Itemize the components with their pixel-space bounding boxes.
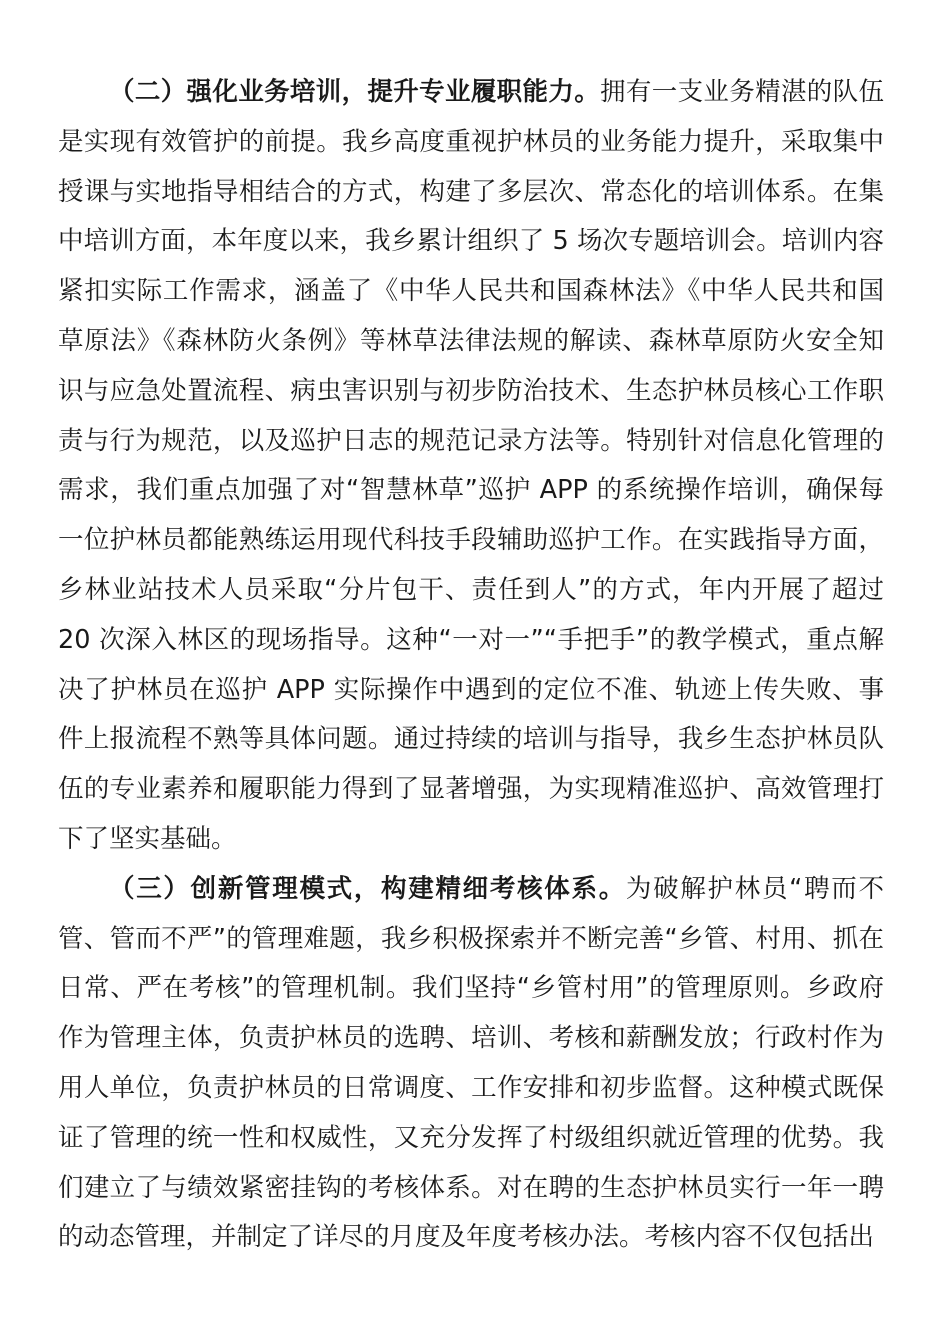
section-heading-management: （三）创新管理模式，构建精细考核体系。: [109, 873, 626, 904]
section-body-management: 为破解护林员“聘而不管、管而不严”的管理难题，我乡积极探索并不断完善“乡管、村用、抓在日常、严在考核”的管理机制。我们坚持“乡管村用”的管理原则。乡政府作为管理主体，负责护林员的选聘、培训、考核和薪酬发放；行政村作为用人单位，负责护林员的日常调度、工作安排和初步监督。这种模式既保证了管理的统一性和权威性，又充分发挥了村级组织就近管理的优势。我们建立了与绩效紧密挂钩的考核体系。对在聘的生态护林员实行一年一聘的动态管理，并制定了详尽的月度及年度考核办法。考核内容不仅包括出: [58, 873, 884, 1253]
section-body-training: 拥有一支业务精湛的队伍是实现有效管护的前提。我乡高度重视护林员的业务能力提升，采取集中授课与实地指导相结合的方式，构建了多层次、常态化的培训体系。在集中培训方面，本年度以来，我乡累计组织了 5 场次专题培训会。培训内容紧扣实际工作需求，涵盖了《中华人民共和国森林法》《中华人民共和国草原法》《森林防火条例》等林草法律法规的解读、森林草原防火安全知识与应急处置流程、病虫害识别与初步防治技术、生态护林员核心工作职责与行为规范，以及巡护日志的规范记录方法等。特别针对信息化管理的需求，我们重点加强了对“智慧林草”巡护 APP 的系统操作培训，确保每一位护林员都能熟练运用现代科技手段辅助巡护工作。在实践指导方面，乡林业站技术人员采取“分片包干、责任到人”的方式，年内开展了超过 20 次深入林区的现场指导。这种“一对一”“手把手”的教学模式，重点解决了护林员在巡护 APP 实际操作中遇到的定位不准、轨迹上传失败、事件上报流程不熟等具体问题。通过持续的培训与指导，我乡生态护林员队伍的专业素养和履职能力得到了显著增强，为实现精准巡护、高效管理打下了坚实基础。: [58, 77, 884, 854]
document-page: [58, 68, 884, 1263]
paragraph-management: [58, 865, 884, 1263]
paragraph-training: [58, 68, 884, 865]
section-heading-training: （二）强化业务培训，提升专业履职能力。: [109, 77, 601, 107]
